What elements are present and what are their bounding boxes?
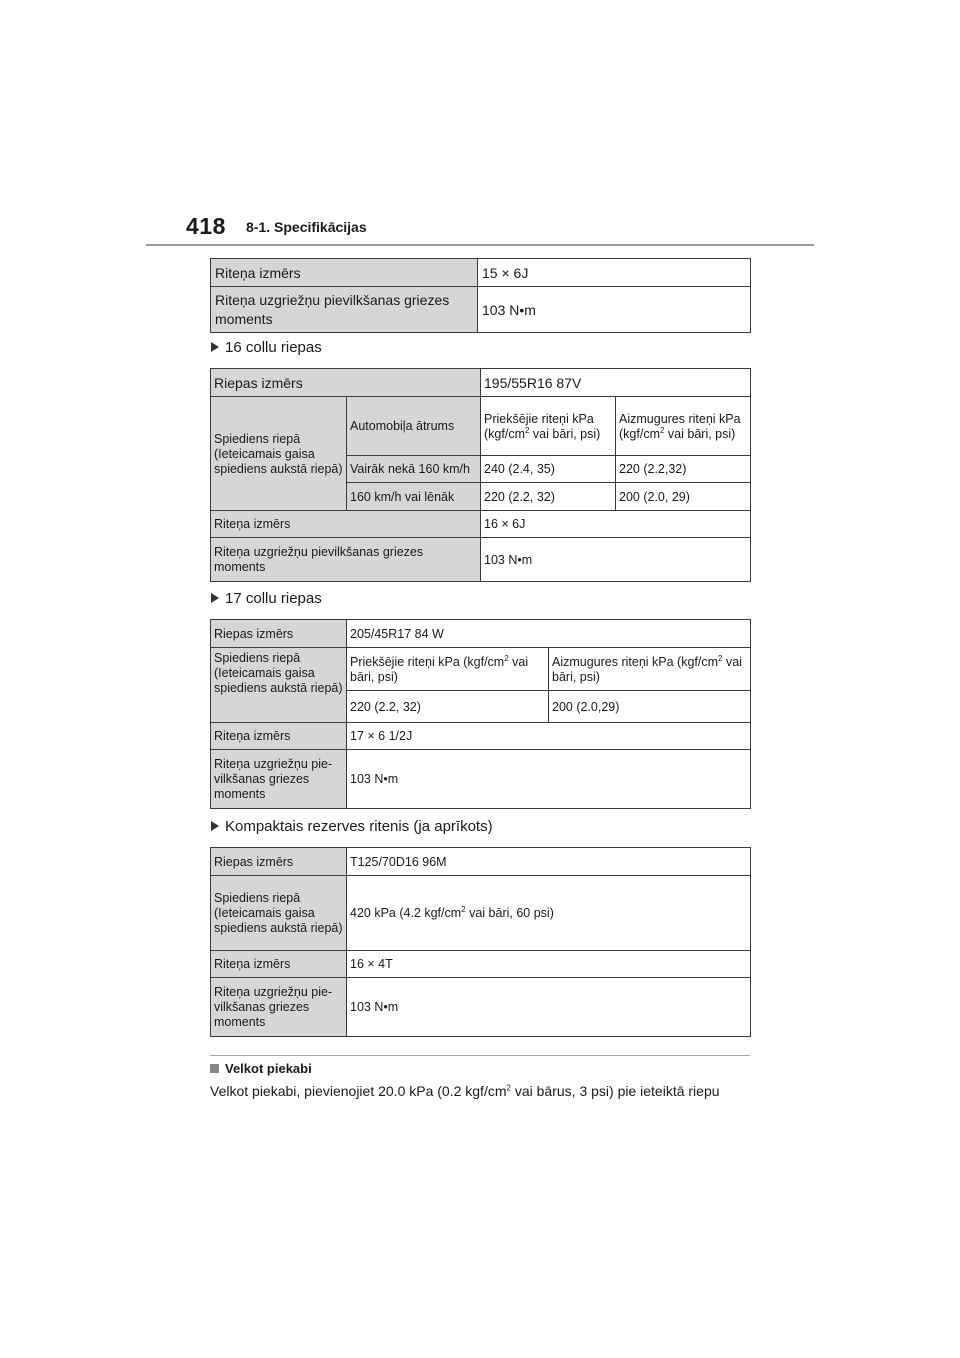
torque-label: Riteņa uzgriežņu pie-vilkšanas griezes moments (211, 978, 347, 1037)
speed-cell: 160 km/h vai lēnāk (347, 483, 481, 511)
tire-spec-table-16 (210, 368, 751, 582)
tire-size-value: 195/55R16 87V (481, 369, 751, 397)
tire-spec-table-compact (210, 847, 751, 1037)
rear-pressure-cell: 220 (2.2,32) (616, 456, 751, 483)
section-divider (210, 1055, 750, 1056)
wheel-size-value: 16 × 6J (481, 511, 751, 538)
heading-compact-spare: Kompaktais rezerves ritenis (ja aprīkots) (211, 818, 493, 835)
torque-value: 103 N•m (478, 287, 751, 333)
torque-value: 103 N•m (347, 978, 751, 1037)
triangle-bullet-icon (211, 342, 219, 352)
wheel-size-label: Riteņa izmērs (211, 511, 481, 538)
tire-spec-table-17 (210, 619, 751, 809)
torque-label: Riteņa uzgriežņu pievilkšanas griezes moments (211, 287, 478, 333)
tire-size-label: Riepas izmērs (211, 848, 347, 876)
front-header: Priekšējie riteņi kPa ($kgf/cm^2$ vai bāri, psi) (481, 397, 616, 456)
triangle-bullet-icon (211, 821, 219, 831)
rear-header: Aizmugures riteņi kPa ($kgf/cm^2$ vai bāri, psi) (549, 648, 751, 691)
front-pressure-cell: 240 (2.4, 35) (481, 456, 616, 483)
front-pressure-cell: 220 (2.2, 32) (347, 691, 549, 723)
wheel-size-value: 17 × 6 1/2J (347, 723, 751, 750)
pressure-label: Spiediens riepā (Ieteicamais gaisa spiediens aukstā riepā) (211, 876, 347, 951)
torque-value: 103 N•m (481, 538, 751, 582)
torque-label: Riteņa uzgriežņu pievilkšanas griezes moments (211, 538, 481, 582)
section-title: 8-1. Specifikācijas (246, 219, 367, 235)
torque-label: Riteņa uzgriežņu pie-vilkšanas griezes moments (211, 750, 347, 809)
towing-text: Velkot piekabi, pievienojiet 20.0 kPa (0.2 kgf/$cm^2$ vai bārus, 3 psi) pie ieteiktā riepu (210, 1083, 720, 1099)
pressure-label: Spiediens riepā (Ieteicamais gaisa spiediens aukstā riepā) (211, 648, 347, 723)
heading-17-inch: 17 collu riepas (211, 590, 322, 607)
pressure-value: 420 kPa (4.2 kgf/$cm^2$ vai bāri, 60 psi) (347, 876, 751, 951)
page-number: 418 (186, 213, 226, 239)
wheel-spec-table-15 (210, 258, 751, 333)
rear-pressure-cell: 200 (2.0,29) (549, 691, 751, 723)
heading-16-inch: 16 collu riepas (211, 339, 322, 356)
front-header: Priekšējie riteņi kPa ($kgf/cm^2$ vai bāri, psi) (347, 648, 549, 691)
tire-size-value: T125/70D16 96M (347, 848, 751, 876)
tire-size-value: 205/45R17 84 W (347, 620, 751, 648)
wheel-size-label: Riteņa izmērs (211, 951, 347, 978)
tire-size-label: Riepas izmērs (211, 620, 347, 648)
torque-value: 103 N•m (347, 750, 751, 809)
wheel-size-label: Riteņa izmērs (211, 259, 478, 287)
speed-cell: Vairāk nekā 160 km/h (347, 456, 481, 483)
pressure-label: Spiediens riepā (Ieteicamais gaisa spiediens aukstā riepā) (211, 397, 347, 511)
tire-size-label: Riepas izmērs (211, 369, 481, 397)
triangle-bullet-icon (211, 593, 219, 603)
rear-header: Aizmugures riteņi kPa ($kgf/cm^2$ vai bāri, psi) (616, 397, 751, 456)
square-bullet-icon (210, 1064, 219, 1073)
towing-title: Velkot piekabi (210, 1061, 312, 1076)
wheel-size-label: Riteņa izmērs (211, 723, 347, 750)
wheel-size-value: 15 × 6J (478, 259, 751, 287)
rear-pressure-cell: 200 (2.0, 29) (616, 483, 751, 511)
wheel-size-value: 16 × 4T (347, 951, 751, 978)
header-rule (146, 244, 814, 246)
front-pressure-cell: 220 (2.2, 32) (481, 483, 616, 511)
speed-header: Automobiļa ātrums (347, 397, 481, 456)
